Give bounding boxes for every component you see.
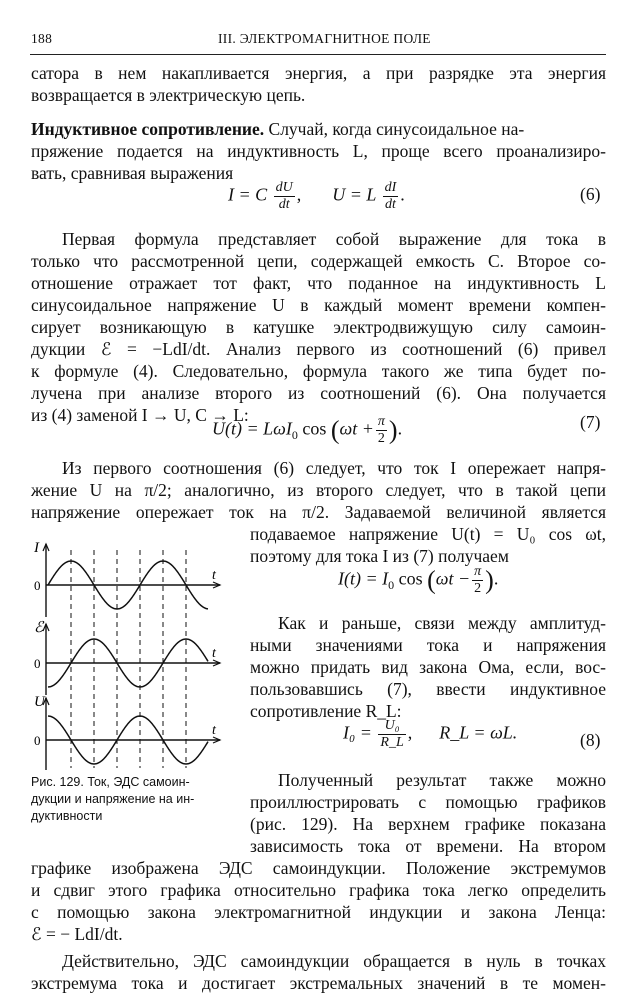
section-first-line	[31, 118, 524, 140]
eq7-fraction	[376, 414, 387, 447]
body-line: подаваемое напряжение U(t) = U₀ cos ωt,	[250, 524, 606, 544]
eq8-fraction	[378, 718, 405, 751]
eq8-rhs: R_L = ωL.	[439, 722, 518, 743]
eqi-arg: ωt −	[435, 568, 471, 589]
body-line: и сдвиг этого графика относительно графика тока легко определить	[31, 880, 606, 900]
eq6-left-lhs: I = C	[228, 184, 268, 205]
body-line: графике изображена ЭДС самоиндукции. Положение экстремумов	[31, 858, 606, 878]
section-heading: Индуктивное сопротивление.	[31, 119, 265, 139]
body-line: зависимость тока от времени. На втором	[250, 836, 606, 856]
body-line: синусоидальное напряжение U в каждый момент времени компен-	[31, 295, 606, 315]
eq7-cos: cos	[297, 418, 331, 439]
eq7-den: 2	[377, 431, 385, 446]
body-line: Как и раньше, связи между амплитуд-	[278, 613, 606, 633]
figure-129	[28, 530, 238, 770]
body-line: Полученный результат также можно	[278, 770, 606, 790]
zero-label: 0	[34, 578, 41, 593]
eq6-left-num: dU	[275, 180, 293, 195]
figure-caption-line: дуктивности	[31, 809, 103, 823]
t-axis-label: t	[212, 568, 216, 583]
eqi-end: .	[493, 568, 499, 589]
body-line: (рис. 129). На верхнем графике показана	[250, 814, 606, 834]
eqi-fraction	[472, 564, 483, 597]
eq7-end: .	[397, 418, 403, 439]
eq6-right-num: dI	[384, 180, 397, 195]
eqi-num: π	[474, 564, 482, 579]
body-line: пользовавшись (7), ввести индуктивное	[250, 679, 606, 699]
body-line: Из первого соотношения (6) следует, что ток I опережает напря-	[62, 458, 606, 478]
body-line: проиллюстрировать с помощью графиков	[250, 792, 606, 812]
body-line: Действительно, ЭДС самоиндукции обращается в нуль в точках	[62, 951, 606, 971]
y-axis-label: I	[34, 540, 39, 556]
body-line: ными значениями тока и напряжения	[250, 635, 606, 655]
y-axis-label: ℰ	[34, 620, 44, 636]
body-line: только что рассмотренной цепи, содержащей емкость C. Второе со-	[31, 251, 606, 271]
figure-caption-line: дукции и напряжение на ин-	[31, 792, 195, 806]
body-line: возвращается в электрическую цепь.	[31, 85, 306, 105]
running-title: III. ЭЛЕКТРОМАГНИТНОЕ ПОЛЕ	[218, 31, 431, 46]
zero-label: 0	[34, 733, 41, 748]
t-axis-label: t	[212, 646, 216, 661]
eq6-right-den: dt	[385, 197, 396, 212]
zero-label: 0	[34, 656, 41, 671]
eqi-sub: 0	[388, 578, 395, 593]
body-line: к формуле (4). Следовательно, формула такого же типа будет по-	[31, 361, 606, 381]
equation-7: U(t) = LωI$_0$ cos (ωt + $\frac{\pi}{2}$ ).	[212, 414, 403, 446]
body-line: вать, сравнивая выражения	[31, 163, 234, 183]
eq7-arg: ωt +	[339, 418, 374, 439]
body-line: дукции ℰ = −LdI/dt. Анализ первого из соотношений (6) привел	[31, 339, 606, 359]
body-line: можно придать вид закона Ома, если, вос-	[250, 657, 606, 677]
eq6-sep: ,	[296, 184, 302, 205]
body-line: сопротивление R_L:	[250, 701, 402, 721]
eq8-den: R_L	[380, 735, 404, 750]
body-line: Первая формула представляет собой выражение для тока в	[62, 229, 606, 249]
body-line: сатора в нем накапливается энергия, а при разрядке эта энергия	[31, 63, 606, 83]
eq6-left-fraction	[274, 180, 295, 213]
eq7-lhs: U(t) = LωI	[212, 418, 292, 439]
header-rule	[30, 54, 606, 55]
equation-number-8: (8)	[580, 730, 601, 750]
body-line: напряжение опережает ток на π/2. Задаваемой величиной является	[31, 502, 606, 522]
body-line: с помощью закона электромагнитной индукции и закона Ленца:	[31, 902, 606, 922]
equation-6	[228, 180, 405, 213]
body-line: экстремума тока и достигает экстремальных значений в те момен-	[31, 973, 606, 993]
figure-caption-line: Рис. 129. Ток, ЭДС самоин-	[31, 775, 190, 789]
body-line: жение U на π/2; аналогично, из второго следует, что в такой цепи	[31, 480, 606, 500]
section-first-line-rest: Случай, когда синусоидальное на-	[264, 119, 525, 139]
eq6-left-den: dt	[278, 197, 290, 212]
eq8-i0: I₀ =	[343, 722, 372, 743]
equation-number-6: (6)	[580, 184, 601, 204]
page-number: 188	[31, 31, 53, 46]
eqi-den: 2	[474, 581, 482, 596]
y-axis-label: U	[34, 694, 45, 710]
body-line: отношение отражает тот факт, что поданное на индуктивность L	[31, 273, 606, 293]
body-line: поэтому для тока I из (7) получаем	[250, 546, 509, 566]
eq6-end: .	[400, 184, 405, 205]
eq8-num: U₀	[378, 718, 405, 735]
t-axis-label: t	[212, 723, 216, 738]
eq7-num: π	[377, 414, 385, 429]
equation-current: $I(t) = I_0$ cos (ωt − $\frac{\pi}{2}$ ).	[338, 564, 499, 596]
equation-8	[343, 718, 517, 751]
eq7-sub: 0	[291, 428, 298, 443]
eq8-sep: ,	[407, 722, 413, 743]
body-line: сирует возникающую в катушке электродвижущую силу самоин-	[31, 317, 606, 337]
body-line: из (4) заменой I → U, C → L:	[31, 405, 249, 425]
eq6-right-lhs: U = L	[332, 184, 377, 205]
eqi-cos: cos	[394, 568, 428, 589]
body-line: лучена при анализе второго из соотношений (6). Она получается	[31, 383, 606, 403]
eq6-right-fraction	[383, 180, 399, 213]
eqi-lhs: I(t) = I	[338, 568, 389, 589]
body-line: ℰ = − LdI/dt.	[31, 924, 123, 944]
body-line: пряжение подается на индуктивность L, проще всего проанализиро-	[31, 141, 606, 161]
equation-number-7: (7)	[580, 412, 601, 432]
